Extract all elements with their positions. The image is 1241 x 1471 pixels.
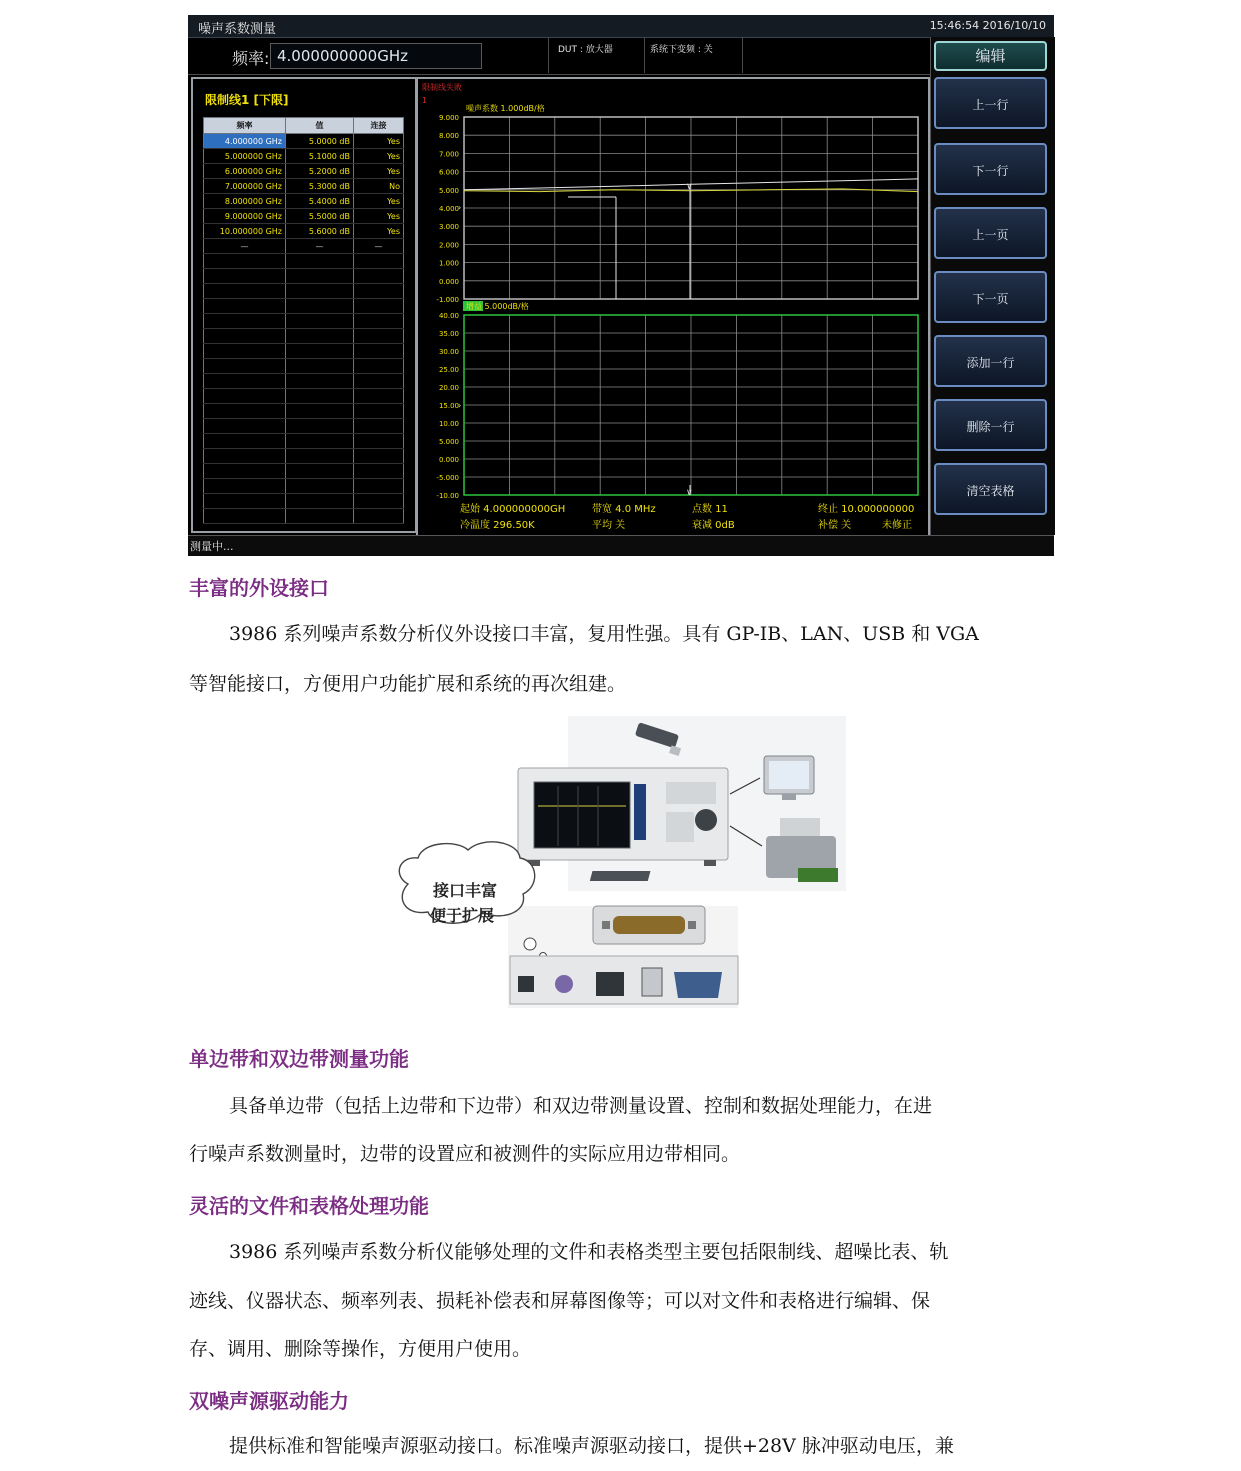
table-cell bbox=[286, 374, 354, 389]
table-row-empty bbox=[204, 254, 404, 269]
compensation: 补偿 关 bbox=[818, 520, 852, 531]
table-cell bbox=[204, 449, 286, 464]
speech-cloud bbox=[399, 842, 546, 960]
table-cell: Yes bbox=[354, 149, 404, 164]
y-tick-label: 8.000 bbox=[438, 132, 459, 141]
table-row[interactable] bbox=[204, 224, 404, 239]
table-cell bbox=[204, 299, 286, 314]
table-row-empty bbox=[204, 509, 404, 524]
table-cell: Yes bbox=[354, 134, 404, 149]
paragraph-line: 迹线、仪器状态、频率列表、损耗补偿表和屏幕图像等；可以对文件和表格进行编辑、保 bbox=[189, 1290, 931, 1312]
table-cell: Yes bbox=[354, 164, 404, 179]
limit-table bbox=[203, 117, 404, 524]
paragraph-line: 存、调用、删除等操作，方便用户使用。 bbox=[189, 1338, 532, 1360]
rear-port-panel-icon bbox=[510, 956, 738, 1004]
section-heading-sideband: 单边带和双边带测量功能 bbox=[189, 1047, 409, 1071]
table-cell bbox=[204, 329, 286, 344]
table-row-empty bbox=[204, 374, 404, 389]
table-cell: 5.5000 dB bbox=[286, 209, 354, 224]
y-tick-label: 10.00 bbox=[438, 420, 459, 428]
table-row[interactable] bbox=[204, 149, 404, 164]
marker-icon: ∨ bbox=[686, 182, 693, 192]
table-cell bbox=[354, 449, 404, 464]
cold-temperature: 冷温度 296.50K bbox=[460, 520, 535, 531]
interfaces-figure bbox=[388, 716, 846, 1008]
table-cell bbox=[354, 299, 404, 314]
table-cell bbox=[354, 254, 404, 269]
softkey-add-row[interactable]: 添加一行 bbox=[934, 335, 1047, 387]
charts-svg bbox=[418, 79, 928, 535]
y-tick-label: 5.000 bbox=[438, 438, 459, 446]
divider bbox=[644, 37, 645, 73]
y-tick-label: 5.000 bbox=[438, 186, 459, 195]
marker-arrow-icon: › bbox=[458, 203, 462, 212]
limit-fail-label: 限制线失败 bbox=[422, 83, 462, 92]
table-cell bbox=[286, 389, 354, 404]
paragraph-line: 3986 系列噪声系数分析仪能够处理的文件和表格类型主要包括限制线、超噪比表、轨 bbox=[229, 1241, 949, 1263]
table-cell bbox=[204, 479, 286, 494]
table-cell bbox=[286, 494, 354, 509]
table-cell bbox=[204, 419, 286, 434]
limit-line-panel bbox=[191, 77, 417, 533]
table-cell: 5.000000 GHz bbox=[204, 149, 286, 164]
table-cell bbox=[286, 299, 354, 314]
clock: 15:46:54 2016/10/10 bbox=[929, 19, 1046, 32]
table-cell bbox=[354, 374, 404, 389]
paragraph-line: 行噪声系数测量时，边带的设置应和被测件的实际应用边带相同。 bbox=[189, 1143, 741, 1165]
table-row-empty bbox=[204, 419, 404, 434]
table-row-empty bbox=[204, 329, 404, 344]
chart-title: 增益 5.000dB/格 bbox=[466, 302, 529, 311]
table-cell bbox=[204, 254, 286, 269]
softkey-prev-page[interactable]: 上一页 bbox=[934, 207, 1047, 259]
averaging: 平均 关 bbox=[592, 520, 626, 531]
marker-arrow-icon: › bbox=[458, 401, 462, 410]
analyzer-instrument-icon bbox=[518, 768, 728, 866]
table-cell bbox=[354, 419, 404, 434]
cloud-text-1: 接口丰富 bbox=[433, 881, 498, 900]
y-tick-label: -1.000 bbox=[436, 296, 459, 304]
table-cell bbox=[354, 269, 404, 284]
table-cell: 5.6000 dB bbox=[286, 224, 354, 239]
y-tick-label: 25.00 bbox=[438, 366, 459, 374]
table-cell bbox=[286, 434, 354, 449]
table-cell bbox=[354, 509, 404, 524]
y-tick-label: 20.00 bbox=[438, 384, 459, 392]
table-row-empty bbox=[204, 434, 404, 449]
sweep-footer bbox=[416, 498, 928, 534]
table-cell: — bbox=[286, 239, 354, 254]
table-row[interactable] bbox=[204, 194, 404, 209]
table-cell bbox=[354, 314, 404, 329]
table-row-empty bbox=[204, 389, 404, 404]
table-cell bbox=[286, 419, 354, 434]
y-tick-label: 0.000 bbox=[438, 456, 459, 464]
table-cell bbox=[204, 314, 286, 329]
table-row-empty bbox=[204, 314, 404, 329]
table-cell bbox=[286, 404, 354, 419]
table-cell: 5.4000 dB bbox=[286, 194, 354, 209]
table-cell bbox=[204, 434, 286, 449]
table-cell: — bbox=[354, 239, 404, 254]
table-cell: Yes bbox=[354, 209, 404, 224]
table-cell bbox=[204, 494, 286, 509]
table-cell bbox=[204, 269, 286, 284]
monitor-icon bbox=[764, 756, 814, 800]
table-cell: — bbox=[204, 239, 286, 254]
frequency-bar bbox=[188, 37, 930, 75]
y-tick-label: 35.00 bbox=[438, 330, 459, 338]
table-row-empty bbox=[204, 359, 404, 374]
table-cell: 6.000000 GHz bbox=[204, 164, 286, 179]
stop-freq: 终止 10.000000000 bbox=[818, 504, 915, 515]
table-row-empty bbox=[204, 284, 404, 299]
table-cell: Yes bbox=[354, 194, 404, 209]
table-row-empty bbox=[204, 344, 404, 359]
table-row[interactable] bbox=[204, 134, 404, 149]
table-cell bbox=[286, 314, 354, 329]
y-tick-label: -10.00 bbox=[436, 492, 459, 500]
correction-status: 未修正 bbox=[882, 520, 912, 531]
softkey-next-row[interactable]: 下一行 bbox=[934, 143, 1047, 195]
table-cell bbox=[354, 494, 404, 509]
table-cell bbox=[286, 329, 354, 344]
table-cell bbox=[354, 344, 404, 359]
dut-status: DUT : 放大器 bbox=[558, 45, 613, 55]
softkey-delete-row[interactable]: 删除一行 bbox=[934, 399, 1047, 451]
window-title: 噪声系数测量 bbox=[198, 22, 277, 37]
paragraph-line: 3986 系列噪声系数分析仪外设接口丰富，复用性强。具有 GP-IB、LAN、USB 和 VGA bbox=[229, 623, 979, 645]
table-cell bbox=[286, 464, 354, 479]
table-cell bbox=[354, 284, 404, 299]
table-cell: 5.0000 dB bbox=[286, 134, 354, 149]
y-tick-label: 0.000 bbox=[438, 277, 459, 286]
table-cell bbox=[354, 389, 404, 404]
paragraph-line: 具备单边带（包括上边带和下边带）和双边带测量设置、控制和数据处理能力，在进 bbox=[229, 1095, 933, 1117]
table-cell: 9.000000 GHz bbox=[204, 209, 286, 224]
cloud-text-2: 便于扩展 bbox=[430, 906, 495, 925]
table-cell: 10.000000 GHz bbox=[204, 224, 286, 239]
attenuation: 衰减 0dB bbox=[692, 520, 735, 531]
paragraph-line: 等智能接口，方便用户功能扩展和系统的再次组建。 bbox=[189, 673, 627, 695]
section-heading-files: 灵活的文件和表格处理功能 bbox=[189, 1194, 429, 1218]
table-cell bbox=[204, 374, 286, 389]
table-cell: 8.000000 GHz bbox=[204, 194, 286, 209]
frequency-label: 频率: bbox=[232, 49, 270, 68]
table-cell bbox=[354, 359, 404, 374]
table-row-empty bbox=[204, 299, 404, 314]
y-tick-label: 7.000 bbox=[438, 150, 459, 159]
table-row[interactable] bbox=[204, 164, 404, 179]
y-tick-label: 30.00 bbox=[438, 348, 459, 356]
table-cell bbox=[204, 284, 286, 299]
divider bbox=[742, 37, 743, 73]
limit-panel-title: 限制线1 [下限] bbox=[205, 93, 289, 107]
table-row-placeholder[interactable] bbox=[204, 239, 404, 254]
frequency-input[interactable] bbox=[270, 43, 482, 69]
table-cell bbox=[354, 404, 404, 419]
instrument-screenshot bbox=[188, 15, 1054, 555]
table-cell bbox=[204, 404, 286, 419]
gpib-connector-icon bbox=[593, 906, 705, 944]
table-cell bbox=[286, 479, 354, 494]
keyboard-icon bbox=[590, 871, 651, 881]
table-row-empty bbox=[204, 269, 404, 284]
downconv-status: 系统下变频 : 关 bbox=[650, 45, 713, 55]
marker-icon: ∨ bbox=[686, 488, 693, 498]
table-row[interactable] bbox=[204, 179, 404, 194]
points: 点数 11 bbox=[692, 504, 728, 515]
table-cell bbox=[286, 449, 354, 464]
table-row-empty bbox=[204, 494, 404, 509]
table-cell bbox=[204, 509, 286, 524]
section-heading-noise-source: 双噪声源驱动能力 bbox=[189, 1389, 349, 1413]
softkey-panel bbox=[930, 37, 1055, 535]
start-freq: 起始 4.000000000GH bbox=[460, 504, 566, 515]
table-row-empty bbox=[204, 449, 404, 464]
section-heading-interfaces: 丰富的外设接口 bbox=[189, 576, 329, 600]
table-cell bbox=[204, 359, 286, 374]
table-row-empty bbox=[204, 479, 404, 494]
y-tick-label: 6.000 bbox=[438, 168, 459, 177]
table-row[interactable] bbox=[204, 209, 404, 224]
table-cell bbox=[286, 509, 354, 524]
y-tick-label: 4.000 bbox=[438, 205, 459, 213]
table-row-empty bbox=[204, 464, 404, 479]
table-cell bbox=[286, 359, 354, 374]
table-cell bbox=[286, 344, 354, 359]
y-tick-label: 9.000 bbox=[438, 114, 459, 122]
chart-panel bbox=[416, 77, 930, 537]
table-cell: 4.000000 GHz bbox=[204, 134, 286, 149]
table-cell bbox=[204, 344, 286, 359]
table-cell: 5.2000 dB bbox=[286, 164, 354, 179]
softkey-clear-table[interactable]: 清空表格 bbox=[934, 463, 1047, 515]
table-cell bbox=[354, 329, 404, 344]
softkey-prev-row[interactable]: 上一行 bbox=[934, 77, 1047, 129]
frequency-value: 4.000000000GHz bbox=[277, 47, 408, 65]
table-cell: No bbox=[354, 179, 404, 194]
chart-title: 噪声系数 1.000dB/格 bbox=[466, 104, 545, 113]
y-tick-label: 1.000 bbox=[438, 259, 459, 268]
status-text: 测量中... bbox=[190, 540, 234, 553]
y-tick-label: 15.00 bbox=[438, 402, 459, 410]
table-cell bbox=[286, 254, 354, 269]
y-tick-label: 2.000 bbox=[438, 241, 459, 250]
y-tick-label: -5.000 bbox=[436, 474, 459, 482]
divider bbox=[548, 37, 549, 73]
chart-index-label: 1 bbox=[422, 96, 428, 105]
window-title-bar bbox=[188, 15, 1054, 38]
table-cell bbox=[354, 464, 404, 479]
table-row-empty bbox=[204, 404, 404, 419]
column-header[interactable]: 值 bbox=[286, 118, 354, 134]
column-header[interactable]: 连接 bbox=[354, 118, 404, 134]
table-cell: 7.000000 GHz bbox=[204, 179, 286, 194]
table-cell bbox=[204, 389, 286, 404]
table-cell bbox=[354, 434, 404, 449]
table-cell: 5.1000 dB bbox=[286, 149, 354, 164]
table-cell bbox=[354, 479, 404, 494]
paragraph-line: 提供标准和智能噪声源驱动接口。标准噪声源驱动接口，提供+28V 脉冲驱动电压，兼 bbox=[229, 1435, 954, 1457]
bandwidth: 带宽 4.0 MHz bbox=[592, 504, 656, 515]
table-cell bbox=[286, 269, 354, 284]
softkey-next-page[interactable]: 下一页 bbox=[934, 271, 1047, 323]
column-header[interactable]: 频率 bbox=[204, 118, 286, 134]
table-cell: 5.3000 dB bbox=[286, 179, 354, 194]
y-tick-label: 40.00 bbox=[438, 312, 459, 320]
table-cell: Yes bbox=[354, 224, 404, 239]
table-cell bbox=[204, 464, 286, 479]
status-bar bbox=[188, 535, 1054, 556]
table-cell bbox=[286, 284, 354, 299]
softkey-edit[interactable]: 编辑 bbox=[934, 41, 1047, 71]
y-tick-label: 3.000 bbox=[438, 223, 459, 232]
